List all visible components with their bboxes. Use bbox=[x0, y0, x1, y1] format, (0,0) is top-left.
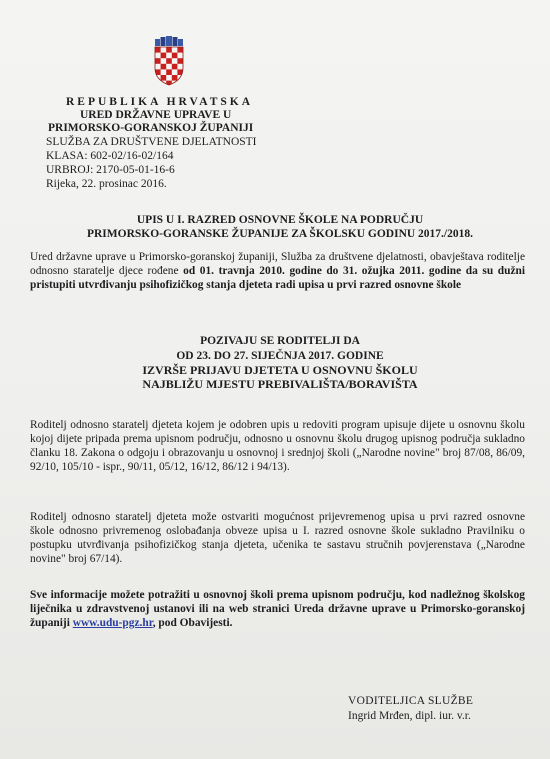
klasa-number: KLASA: 602-02/16-02/164 bbox=[46, 150, 174, 162]
enrollment-paragraph: Roditelj odnosno staratelj djeteta kojem je odobren upis u redoviti program upisuje dijete u osnovnu školu kojoj dijete pripada prema upisnom području, odnosno u osnovnu školu drugog upisnog područja sukladno članku 18. Zakona o odgoju i obrazovanju u osnovnoj i srednjoj školi („Narodne novine" broj 87/08, 86/09, 92/10, 105/10 - ispr., 90/11, 05/12, 16/12, 86/12 i 94/13). bbox=[30, 419, 525, 473]
invitation-line4: NAJBLIŽU MJESTU PREBIVALIŠTA/BORAVIŠTA bbox=[142, 377, 418, 391]
urbroj-number: URBROJ: 2170-05-01-16-6 bbox=[46, 164, 175, 176]
information-text-end: , pod Obavijesti. bbox=[152, 617, 233, 629]
office-name-line1: URED DRŽAVNE UPRAVE U bbox=[80, 109, 232, 121]
signature-role: VODITELJICA SLUŽBE bbox=[348, 695, 474, 707]
place-date: Rijeka, 22. prosinac 2016. bbox=[46, 178, 167, 190]
invitation-line1: POZIVAJU SE RODITELJI DA bbox=[200, 335, 360, 347]
document-title-line1: UPIS U I. RAZRED OSNOVNE ŠKOLE NA PODRUČJU bbox=[136, 214, 424, 226]
office-name-line2: PRIMORSKO-GORANSKOJ ŽUPANIJI bbox=[48, 122, 254, 134]
intro-text: Ured državne uprave u Primorsko-goranskoj županiji, Služba za društvene djelatnosti, obavještava roditelje odnosno staratelje djece rođene bbox=[30, 251, 525, 277]
intro-paragraph bbox=[30, 250, 525, 292]
croatian-coat-of-arms-icon bbox=[152, 36, 186, 86]
signature-name: Ingrid Mrđen, dipl. iur. v.r. bbox=[348, 710, 471, 722]
website-link[interactable]: www.udu-pgz.hr bbox=[72, 617, 153, 629]
invitation-line3: IZVRŠE PRIJAVU DJETETA U OSNOVNU ŠKOLU bbox=[142, 363, 418, 377]
country-name: REPUBLIKA HRVATSKA bbox=[66, 96, 254, 108]
information-text: Sve informacije možete potražiti u osnovnoj školi prema upisnom području, kod nadležnog školskog liječnika u zdravstvenoj ustanovi ili na web stranici Ureda državne uprave u Primorsko-goranskoj županiji bbox=[30, 589, 525, 629]
service-name: SLUŽBA ZA DRUŠTVENE DJELATNOSTI bbox=[46, 136, 257, 148]
early-enrollment-paragraph: Roditelj odnosno staratelj djeteta može ostvariti mogućnost prijevremenog upisa u prvi razred osnovne škole odnosno privremenog oslobađanja obveze upisa u I. razred osnovne škole sukladno Pravilniku o postupku utvrđivanja psihofizičkog stanja djeteta, učenika te sastavu stručnih povjerenstava („Narodne novine" broj 67/14). bbox=[30, 511, 525, 565]
information-paragraph bbox=[30, 588, 525, 630]
invitation-line2: OD 23. DO 27. SIJEČNJA 2017. GODINE bbox=[176, 350, 384, 362]
intro-dates-text: od 01. travnja 2010. godine do 31. ožujka 2011. godine da su dužni pristupiti utvrđivanju psihofizičkog stanja djeteta radi upisa u prvi razred osnovne škole bbox=[30, 265, 525, 291]
document-title-line2: PRIMORSKO-GORANSKE ŽUPANIJE ZA ŠKOLSKU GODINU 2017./2018. bbox=[86, 228, 474, 240]
